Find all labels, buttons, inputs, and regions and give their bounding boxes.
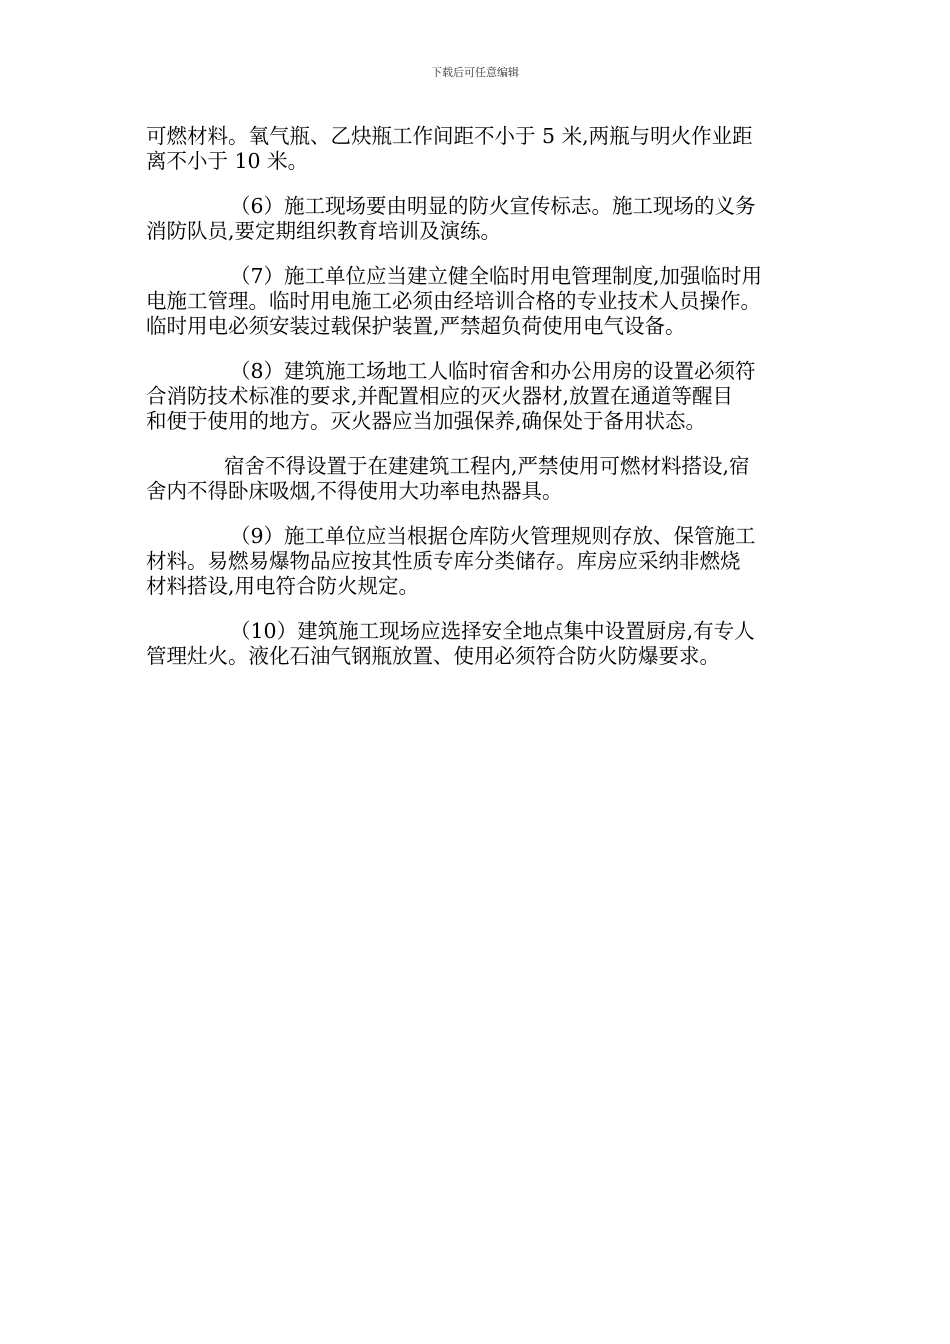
document-body [146,124,818,689]
text-line: 管理灶火。液化石油气钢瓶放置、使用必须符合防火防爆要求。 [146,644,720,668]
text-line: 离不小于 10 米。 [146,149,309,173]
paragraph-item-6 [146,194,818,244]
text-line: （7）施工单位应当建立健全临时用电管理制度,加强临时用 [230,264,763,288]
text-line: 材料。易燃易爆物品应按其性质专库分类储存。库房应采纳非燃烧 [146,549,741,573]
text-line: （9）施工单位应当根据仓库防火管理规则存放、保管施工 [230,524,756,548]
text-line: （6）施工现场要由明显的防火宣传标志。施工现场的义务 [230,194,756,218]
text-line: 宿舍不得设置于在建建筑工程内,严禁使用可燃材料搭设,宿 [224,454,750,478]
paragraph-dormitory [146,454,818,504]
paragraph-item-9 [146,524,818,599]
text-line: 消防队员,要定期组织教育培训及演练。 [146,219,502,243]
text-line: 舍内不得卧床吸烟,不得使用大功率电热器具。 [146,479,563,503]
text-line: （8）建筑施工场地工人临时宿舍和办公用房的设置必须符 [230,359,756,383]
paragraph-item-8 [146,359,818,434]
paragraph-item-7 [146,264,818,339]
text-line: 和便于使用的地方。灭火器应当加强保养,确保处于备用状态。 [146,409,707,433]
text-line: 材料搭设,用电符合防火规定。 [146,574,420,598]
text-line: 电施工管理。临时用电施工必须由经培训合格的专业技术人员操作。 [146,289,761,313]
text-line: 合消防技术标准的要求,并配置相应的灭火器材,放置在通道等醒目 [146,384,734,408]
text-line: 可燃材料。氧气瓶、乙炔瓶工作间距不小于 5 米,两瓶与明火作业距 [146,124,753,148]
page-header-note: 下载后可任意编辑 [431,66,519,79]
paragraph-flammable-materials [146,124,818,174]
text-line: （10）建筑施工现场应选择安全地点集中设置厨房,有专人 [230,619,755,643]
text-line: 临时用电必须安装过载保护装置,严禁超负荷使用电气设备。 [146,314,686,338]
paragraph-item-10 [146,619,818,669]
